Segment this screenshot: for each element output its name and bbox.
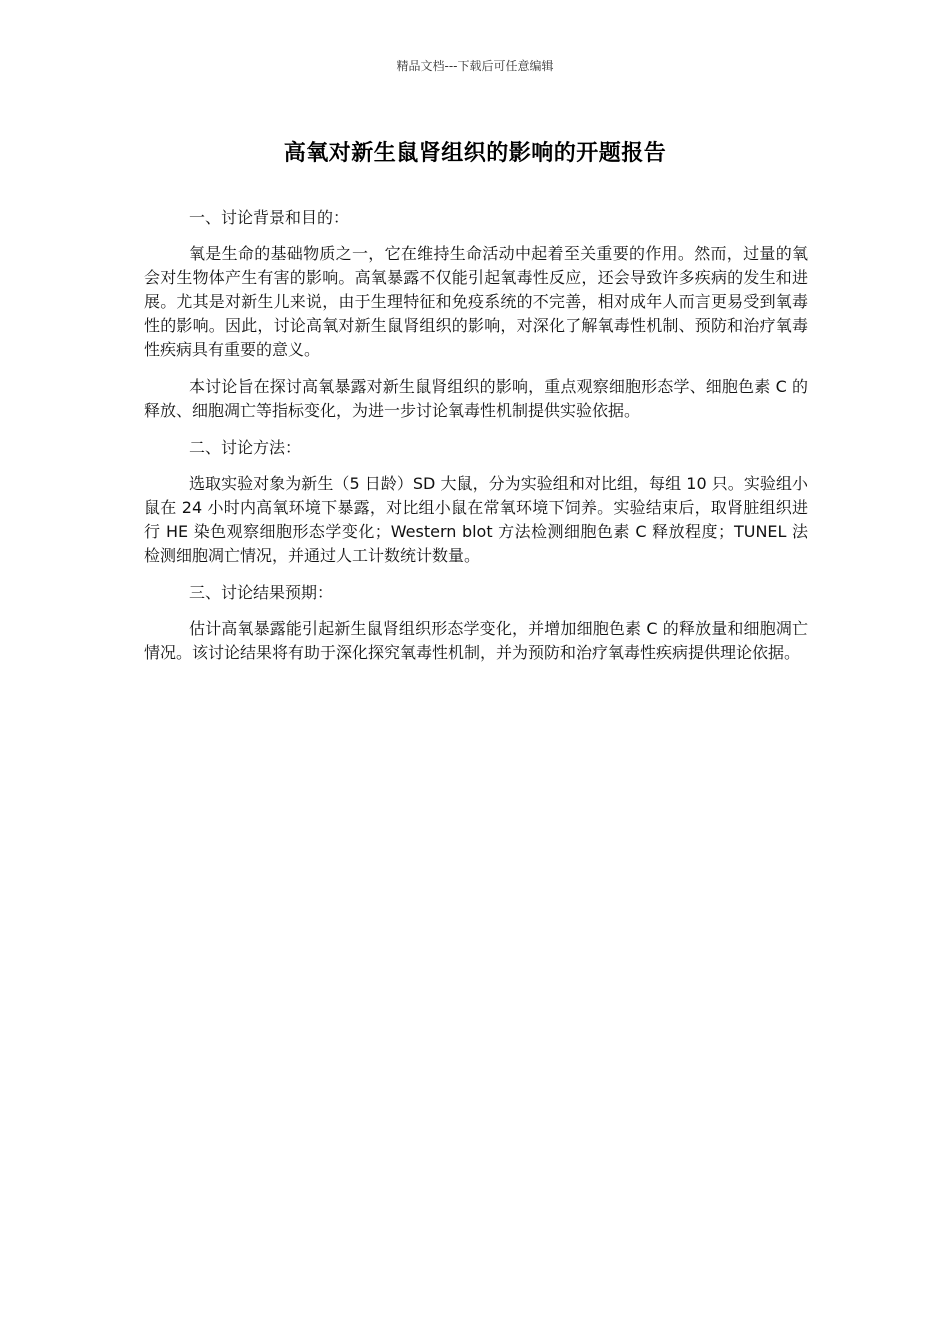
header-note: 精品文档---下载后可任意编辑 bbox=[396, 59, 554, 73]
paragraph-expected-results: 估计高氧暴露能引起新生鼠肾组织形态学变化，并增加细胞色素 C 的释放量和细胞凋亡情况。该讨论结果将有助于深化探究氧毒性机制，并为预防和治疗氧毒性疾病提供理论依据。 bbox=[144, 619, 808, 662]
section-heading-background: 一、讨论背景和目的： bbox=[189, 208, 350, 227]
document-body bbox=[144, 206, 808, 678]
paragraph-methods: 选取实验对象为新生（5 日龄）SD 大鼠，分为实验组和对比组，每组 10 只。实验组小鼠在 24 小时内高氧环境下暴露，对比组小鼠在常氧环境下饲养。实验结束后，取肾脏组织进行 HE 染色观察细胞形态学变化；Western blot 方法检测细胞色素 C 释放程度；TUNEL 法检测细胞凋亡情况，并通过人工计数统计数量。 bbox=[144, 474, 808, 565]
paragraph-background: 氧是生命的基础物质之一，它在维持生命活动中起着至关重要的作用。然而，过量的氧会对生物体产生有害的影响。高氧暴露不仅能引起氧毒性反应，还会导致许多疾病的发生和进展。尤其是对新生儿来说，由于生理特征和免疫系统的不完善，相对成年人而言更易受到氧毒性的影响。因此，讨论高氧对新生鼠肾组织的影响，对深化了解氧毒性机制、预防和治疗氧毒性疾病具有重要的意义。 bbox=[144, 244, 808, 359]
document-title: 高氧对新生鼠肾组织的影响的开题报告 bbox=[283, 141, 667, 166]
paragraph-purpose: 本讨论旨在探讨高氧暴露对新生鼠肾组织的影响，重点观察细胞形态学、细胞色素 C 的释放、细胞凋亡等指标变化，为进一步讨论氧毒性机制提供实验依据。 bbox=[144, 377, 808, 420]
section-heading-expected-results: 三、讨论结果预期： bbox=[189, 583, 334, 602]
section-heading-methods: 二、讨论方法： bbox=[189, 438, 302, 457]
